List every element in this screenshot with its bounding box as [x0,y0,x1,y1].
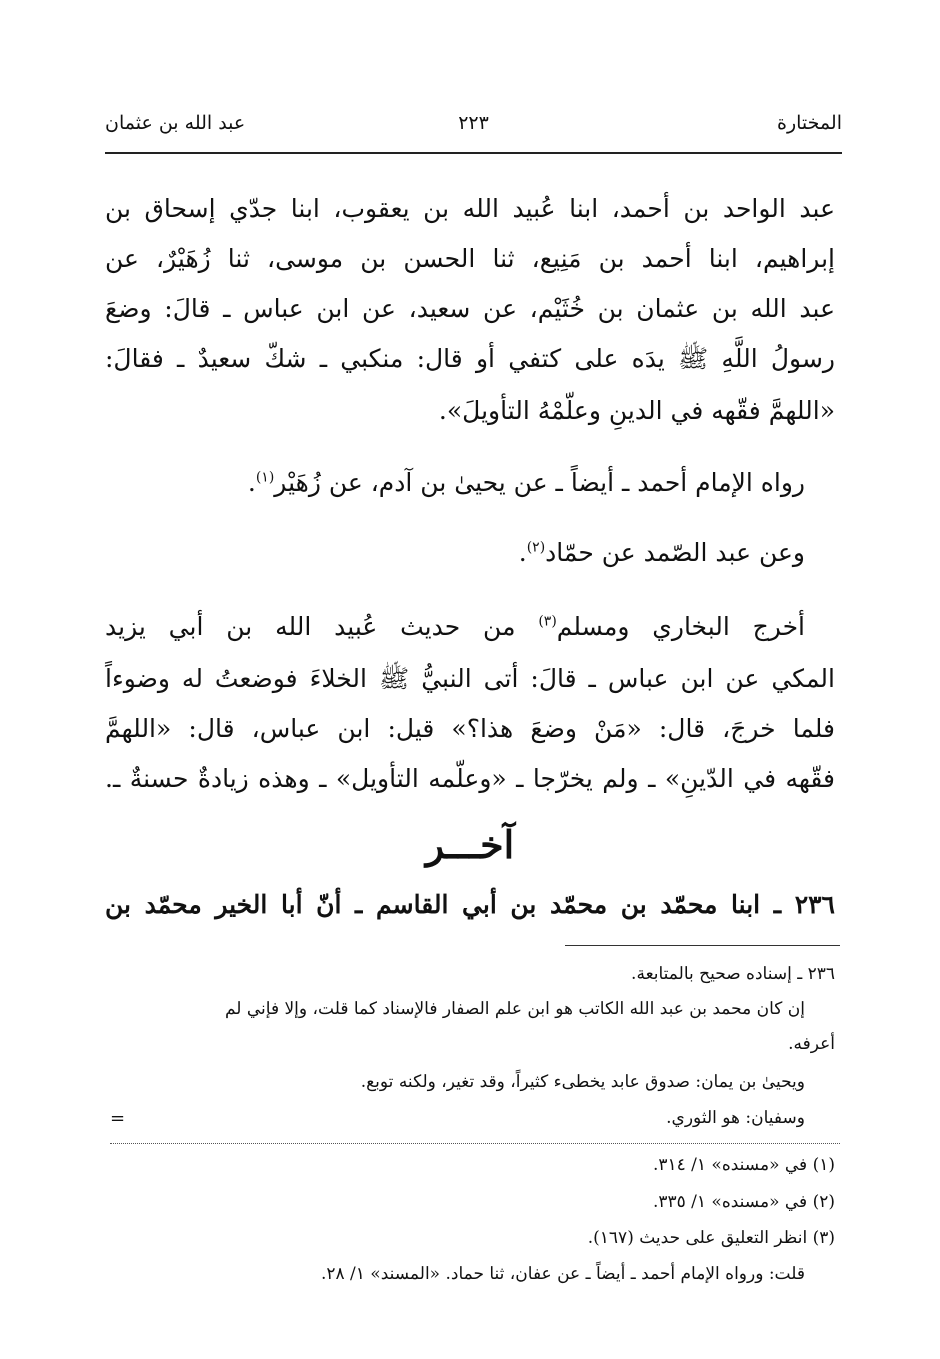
footnote-dotted-divider [110,1143,840,1144]
footnote-ref-2: (٢) [526,539,546,556]
footnote-1: (١) في «مسنده» ١/ ٣١٤. [652,1155,835,1175]
footnote-3: (٣) انظر التعليق على حديث (١٦٧). [587,1228,835,1248]
paragraph-1-line-1: عبد الواحد بن أحمد، ابنا عُبيد الله بن يعقوب، ابنا جدّي إسحاق بن [105,194,835,223]
paragraph-3: وعن عبد الصّمد عن حمّاد$^{(٢)}$. [518,538,805,567]
paragraph-4-line-1 [105,614,805,639]
paragraph-3-text: وعن عبد الصّمد عن حمّاد [545,538,805,567]
paragraph-4-text-a: أخرج البخاري ومسلم [556,612,805,641]
footnote-ref-1: (١) [255,469,275,486]
page-header [105,112,842,146]
page-number: ٢٢٣ [458,112,489,134]
footnote-3-comment: قلت: ورواه الإمام أحمد ـ أيضاً ـ عن عفان، ثنا حماد. «المسند» ١/ ٢٨. [320,1264,805,1284]
commentary-line-3: أعرفه. [788,1034,835,1054]
paragraph-4-text-b: من حديث عُبيد الله بن أبي يزيد [105,612,539,641]
paragraph-2: رواه الإمام أحمد ـ أيضاً ـ عن يحيىٰ بن آدم، عن زُهَيْر$^{(١)}$. [247,468,805,497]
commentary-line-5: وسفيان: هو الثوري. [666,1108,805,1128]
commentary-line-1: ٢٣٦ ـ إسناده صحيح بالمتابعة. [631,964,835,984]
header-divider [105,152,842,154]
section-title: عبد الله بن عثمان [105,112,246,134]
commentary-line-2: إن كان محمد بن عبد الله الكاتب هو ابن علم الصفار فالإسناد كما قلت، وإلا فإني لم [224,999,805,1019]
paragraph-1-line-2: إبراهيم، ابنا أحمد بن مَنِيع، ثنا الحسن بن موسى، ثنا زُهَيْرٌ، عن [105,244,835,273]
footnote-divider [565,945,840,946]
section-heading: آخـــر [425,822,515,867]
paragraph-4-line-2: المكي عن ابن عباس ـ قالَ: أتى النبيُّ ﷺ الخلاءَ فوضعتُ له وضوءاً [105,664,835,693]
footnote-2: (٢) في «مسنده» ١/ ٣٣٥. [652,1192,835,1212]
paragraph-1-line-5: «اللهمَّ فقّهه في الدينِ وعلّمْهُ التأويلَ». [438,396,835,425]
paragraph-1-line-3: عبد الله بن عثمان بن خُثَيْم، عن سعيد، عن ابن عباس ـ قالَ: وضعَ [105,294,835,323]
paragraph-4-line-4: فقّهه في الدّينِ» ـ ولم يخرّجا ـ «وعلّمه التأويل» ـ وهذه زيادةٌ حسنةٌ ـ. [105,764,835,793]
paragraph-1-line-4: رسولُ اللَّهِ ﷺ يدَه على كتفي أو قال: منكبي ـ شكّ سعيدٌ ـ فقالَ: [105,344,835,373]
paragraph-2-text: رواه الإمام أحمد ـ أيضاً ـ عن يحيىٰ بن آدم، عن زُهَيْر [274,468,805,497]
footnote-ref-3: (٣) [538,613,557,630]
commentary-line-4: ويحيىٰ بن يمان: صدوق عابد يخطىء كثيراً، وقد تغير، ولكنه توبع. [360,1072,805,1092]
book-title: المختارة [777,112,842,134]
paragraph-4-line-3: فلما خرجَ، قال: «مَنْ وضعَ هذا؟» قيل: ابن عباس، قال: «اللهمَّ [105,714,835,743]
hadith-236-line: ٢٣٦ ـ ابنا محمّد بن محمّد بن أبي القاسم ـ أنّ أبا الخير محمّد بن [105,890,835,919]
continuation-mark: = [110,1108,126,1129]
